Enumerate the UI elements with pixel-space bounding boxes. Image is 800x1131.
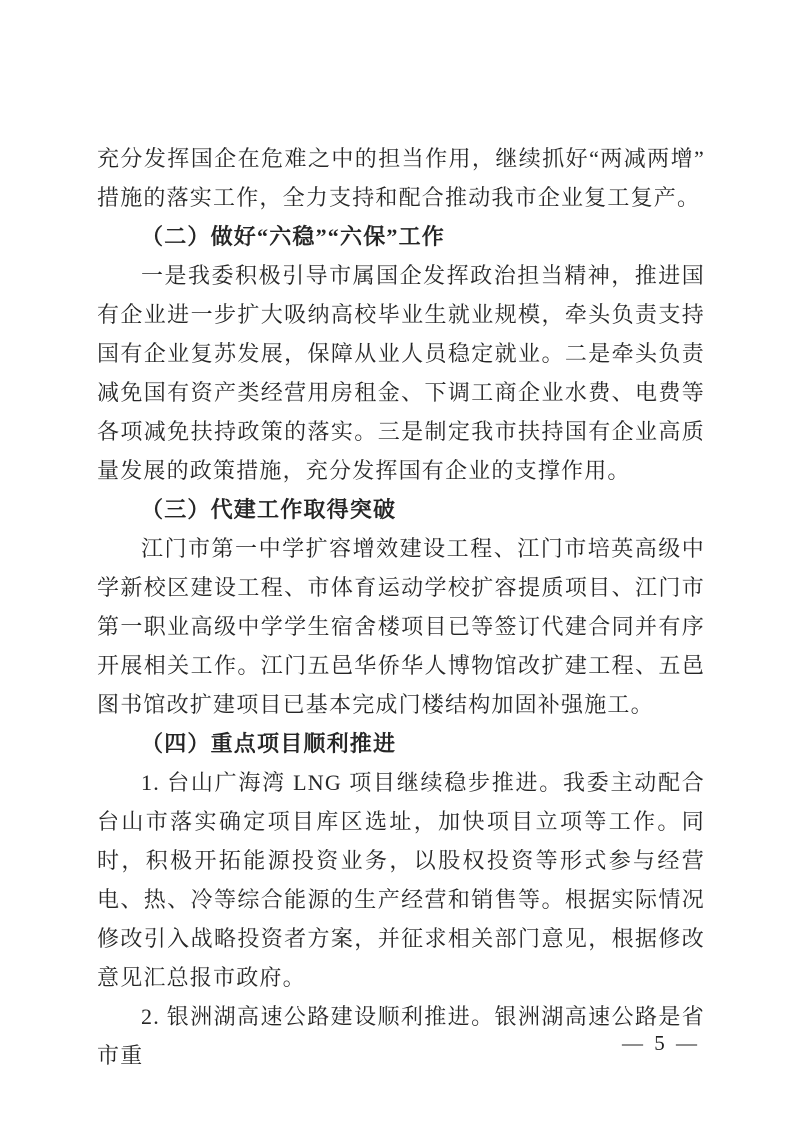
section-heading-4: （四）重点项目顺利推进 xyxy=(141,731,397,756)
paragraph-continued: 充分发挥国企在危难之中的担当作用，继续抓好“两减两增”措施的落实工作，全力支持和配合推动我市企业复工复产。 xyxy=(97,146,705,210)
section-heading-3: （三）代建工作取得突破 xyxy=(141,497,397,522)
section-heading-2: （二）做好“六稳”“六保”工作 xyxy=(141,224,446,249)
paragraph: 一是我委积极引导市属国企发挥政治担当精神，推进国有企业进一步扩大吸纳高校毕业生就业规模，牵头负责支持国有企业复苏发展，保障从业人员稳定就业。二是牵头负责减免国有资产类经营用房租金、下调工商企业水费、电费等各项减免扶持政策的落实。三是制定我市扶持国有企业高质量发展的政策措施，充分发挥国有企业的支撑作用。 xyxy=(97,263,705,483)
paragraph: 1. 台山广海湾 LNG 项目继续稳步推进。我委主动配合台山市落实确定项目库区选址，加快项目立项等工作。同时，积极开拓能源投资业务，以股权投资等形式参与经营电、热、冷等综合能源的生产经营和销售等。根据实际情况修改引入战略投资者方案，并征求相关部门意见，根据修改意见汇总报市政府。 xyxy=(97,770,705,990)
paragraph: 江门市第一中学扩容增效建设工程、江门市培英高级中学新校区建设工程、市体育运动学校扩容提质项目、江门市第一职业高级中学学生宿舍楼项目已等签订代建合同并有序开展相关工作。江门五邑华侨华人博物馆改扩建工程、五邑图书馆改扩建项目已基本完成门楼结构加固补强施工。 xyxy=(97,536,705,717)
paragraph: 2. 银洲湖高速公路建设顺利推进。银洲湖高速公路是省市重 xyxy=(97,1004,705,1068)
page-number: — 5 — xyxy=(622,1031,700,1055)
document-body xyxy=(97,139,705,1075)
